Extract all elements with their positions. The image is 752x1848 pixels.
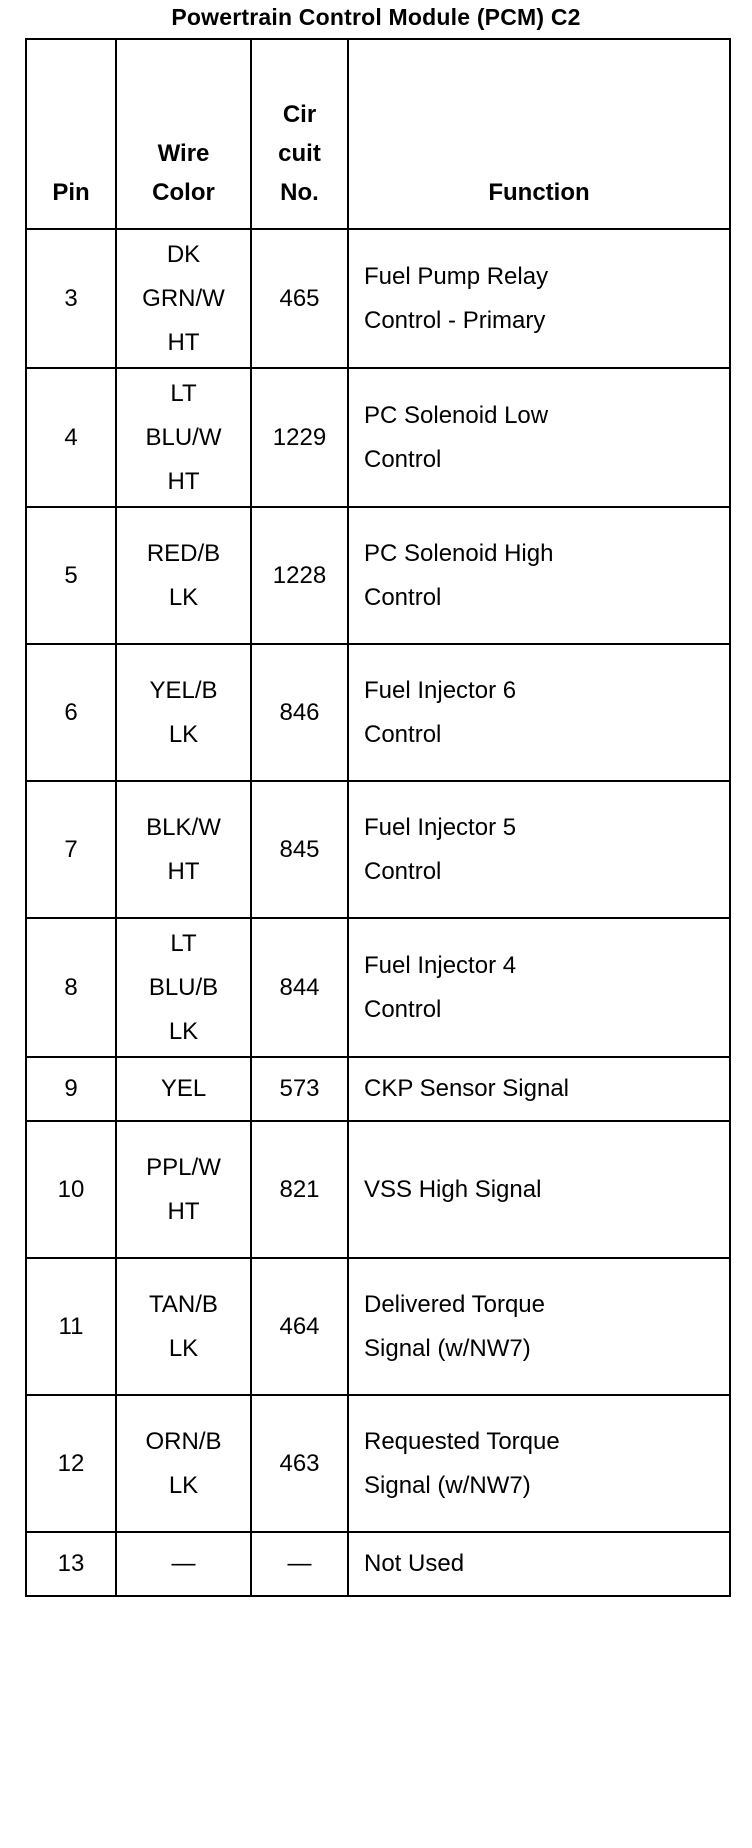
header-pin: Pin (26, 39, 116, 229)
table-row (26, 507, 730, 644)
cell-wire-color: LT BLU/B LK (116, 918, 251, 1057)
table-row (26, 1121, 730, 1258)
cell-wire-color: TAN/B LK (116, 1258, 251, 1395)
cell-wire-color: ORN/B LK (116, 1395, 251, 1532)
table-row (26, 918, 730, 1057)
cell-function: CKP Sensor Signal (348, 1057, 730, 1121)
header-row (26, 39, 730, 229)
cell-circuit: — (251, 1532, 348, 1596)
cell-wire-color: — (116, 1532, 251, 1596)
cell-circuit: 464 (251, 1258, 348, 1395)
cell-wire-color: BLK/W HT (116, 781, 251, 918)
cell-pin: 10 (26, 1121, 116, 1258)
cell-circuit: 846 (251, 644, 348, 781)
cell-circuit: 1229 (251, 368, 348, 507)
cell-pin: 8 (26, 918, 116, 1057)
cell-function: VSS High Signal (348, 1121, 730, 1258)
cell-function: Fuel Injector 6 Control (348, 644, 730, 781)
cell-pin: 11 (26, 1258, 116, 1395)
cell-pin: 7 (26, 781, 116, 918)
table-row (26, 368, 730, 507)
cell-function: PC Solenoid Low Control (348, 368, 730, 507)
cell-circuit: 573 (251, 1057, 348, 1121)
cell-function: Delivered Torque Signal (w/NW7) (348, 1258, 730, 1395)
cell-function: Fuel Injector 4 Control (348, 918, 730, 1057)
cell-function: Not Used (348, 1532, 730, 1596)
table-row (26, 1532, 730, 1596)
cell-function: PC Solenoid High Control (348, 507, 730, 644)
table-row (26, 1057, 730, 1121)
cell-circuit: 463 (251, 1395, 348, 1532)
cell-pin: 6 (26, 644, 116, 781)
cell-pin: 9 (26, 1057, 116, 1121)
cell-wire-color: YEL/B LK (116, 644, 251, 781)
cell-wire-color: LT BLU/W HT (116, 368, 251, 507)
cell-circuit: 844 (251, 918, 348, 1057)
table-row (26, 1258, 730, 1395)
cell-function: Fuel Injector 5 Control (348, 781, 730, 918)
table-title: Powertrain Control Module (PCM) C2 (171, 4, 581, 30)
cell-pin: 13 (26, 1532, 116, 1596)
cell-pin: 12 (26, 1395, 116, 1532)
header-circuit-no: Cir cuit No. (251, 39, 348, 229)
table-row (26, 644, 730, 781)
header-function: Function (348, 39, 730, 229)
cell-pin: 4 (26, 368, 116, 507)
cell-pin: 5 (26, 507, 116, 644)
cell-function: Fuel Pump Relay Control - Primary (348, 229, 730, 368)
cell-wire-color: DK GRN/W HT (116, 229, 251, 368)
header-wire-color: Wire Color (116, 39, 251, 229)
cell-wire-color: YEL (116, 1057, 251, 1121)
pinout-table (25, 38, 731, 1597)
table-row (26, 229, 730, 368)
cell-wire-color: PPL/W HT (116, 1121, 251, 1258)
cell-function: Requested Torque Signal (w/NW7) (348, 1395, 730, 1532)
cell-circuit: 465 (251, 229, 348, 368)
cell-circuit: 845 (251, 781, 348, 918)
cell-circuit: 1228 (251, 507, 348, 644)
table-row (26, 781, 730, 918)
table-row (26, 1395, 730, 1532)
cell-pin: 3 (26, 229, 116, 368)
cell-wire-color: RED/B LK (116, 507, 251, 644)
cell-circuit: 821 (251, 1121, 348, 1258)
